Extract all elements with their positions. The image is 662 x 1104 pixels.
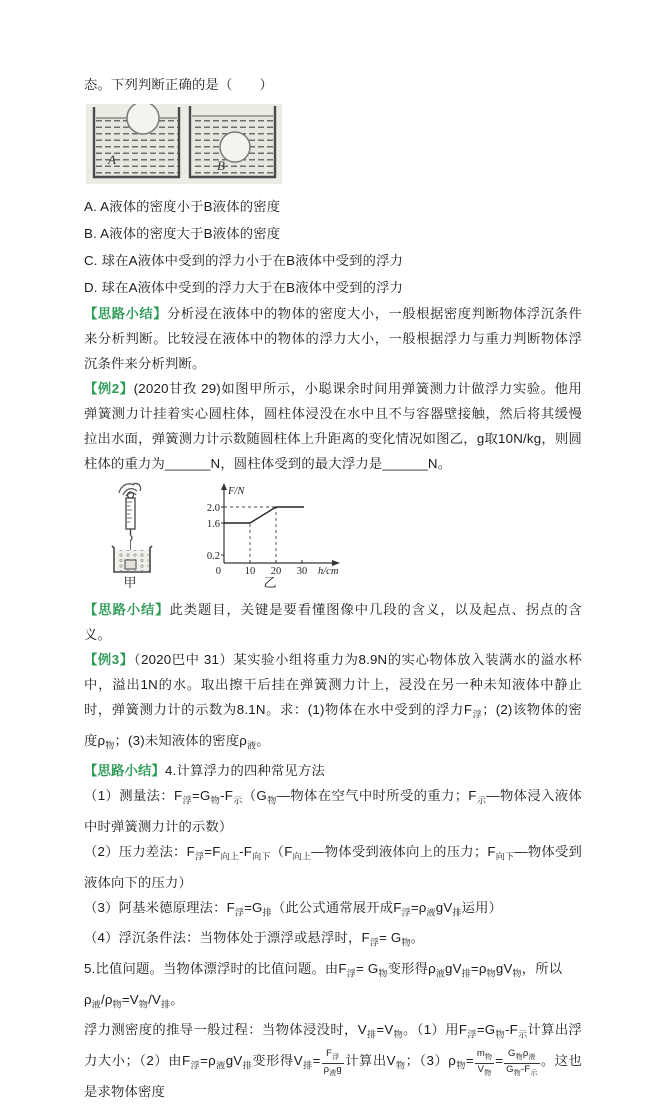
summary3-heading: [84, 758, 582, 783]
y-tick-2.0: 2.0: [206, 503, 220, 514]
beaker-figure-svg: [86, 104, 282, 184]
figure-caption-jia: 甲: [123, 575, 137, 590]
label-b: B: [217, 158, 225, 173]
document-page: [84, 72, 582, 1104]
method-1: （1）测量法：$F_浮=G_物-F_示(G_物—$物体在空气中时所受的重力；$F_示—$物体浸入液体中时弹簧测力计的示数）: [84, 788, 583, 834]
y-axis-arrow: [221, 483, 227, 490]
y-axis-label: F/N: [228, 486, 245, 497]
ratio-problem-line2: $\rho_液/\rho_物=V_物/V_排$。: [84, 991, 184, 1010]
option-c: C. 球在A液体中受到的浮力小于在B液体中受到的浮力: [84, 253, 404, 268]
x-tick-10: 10: [244, 566, 256, 575]
x-axis-label: h/cm: [318, 566, 339, 575]
example2-paragraph: [84, 376, 582, 476]
label-a: A: [108, 152, 116, 167]
x-tick-20: 20: [270, 566, 282, 575]
hook-icon: [131, 535, 133, 541]
example3-text: （2020巴中 31）某实验小组将重力为8.9N的实心物体放入装满水的溢水杯中，溢出1N的水。取出擦干后挂在弹簧测力计上，浸没在另一种未知液体中静止时，弹簧测力计的示数为8.1N。求：(1)物体在水中受到的浮力$F_浮$；(2)该物体的密度$\rho_物$；(3)未知液体的密度$\rho_液$。: [84, 652, 582, 751]
force-distance-graph-svg: [194, 481, 346, 575]
derivation-paragraph: 浮力测密度的推导一般过程：当物体浸没时，$V_排=V_物$。（1）用$F_浮=G_物-F_示$计算出浮力大小；（2）由$F_浮=\rho_液gV_排$变形得$V_排=$ $\frac{F_浮}{\rho_液g}$ 计算出$V_物$；$(3)\rho_物=$ $\frac{m_物}{V_物}$ = $\frac{G_物\rho_液}{G_物-F_示}$ 。这也是求物体密度: [84, 1022, 583, 1099]
beaker-comparison-figure: [86, 104, 282, 184]
graph-block: [194, 481, 346, 591]
y-tick-1.6: 1.6: [206, 519, 220, 530]
origin-label: 0: [215, 566, 221, 575]
method-3: （3）阿基米德原理法：$F_浮=G_排$（此公式通常展开成$F_浮=\rho_液gV_排$运用）: [84, 899, 503, 918]
experiment-figures: [90, 481, 582, 591]
option-b: B. A液体的密度大于B液体的密度: [84, 226, 281, 241]
summary2-tag: 【思路小结】: [84, 602, 170, 617]
summary2-paragraph: [84, 597, 582, 647]
example2-text: (2020甘孜 29)如图甲所示，小聪课余时间用弹簧测力计做浮力实验。他用弹簧测力计挂着实心圆柱体，圆柱体浸没在水中且不与容器壁接触，然后将其缓慢拉出水面，弹簧测力计示数随圆柱体上升距离的变化情况如图乙，g取10N/kg，则圆柱体的重力为______N，圆柱体受到的最大浮力是______N。: [84, 381, 582, 471]
submerged-block: [125, 560, 136, 569]
water-beaker-icon: [112, 546, 152, 572]
y-tick-0.2: 0.2: [206, 551, 220, 562]
beaker-b: [190, 106, 275, 177]
apparatus-block: [90, 481, 170, 591]
intro-line: 态。下列判断正确的是（ ）: [84, 77, 273, 92]
example2-tag: 【例2】: [84, 381, 134, 396]
spring-scale-figure-svg: [90, 481, 170, 575]
example3-paragraph: [84, 647, 582, 758]
option-d: D. 球在A液体中受到的浮力大于在B液体中受到的浮力: [84, 280, 404, 295]
option-a: A. A液体的密度小于B液体的密度: [84, 199, 281, 214]
summary1-text: 分析浸在液体中的物体的密度大小，一般根据密度判断物体浮沉条件来分析判断。比较浸在液体中的物体的浮力大小，一般根据浮力与重力判断物体浮沉条件来分析判断。: [84, 306, 583, 371]
summary2-text: 此类题目，关键是要看懂图像中几段的含义，以及起点、拐点的含义。: [84, 602, 582, 642]
figure-caption-yi: 乙: [263, 575, 277, 590]
hand-icon: [119, 483, 141, 496]
summary3-tag: 【思路小结】: [84, 763, 165, 779]
ratio-problem-line1: 5.比值问题。当物体漂浮时的比值问题。由$F_浮= G_物$变形得$\rho_液gV_排=\rho_物gV_物$，所以: [84, 960, 563, 979]
method-2: （2）压力差法：$F_浮=F_{向上}-F_{向下}(F_{向上}—$物体受到液体向上的压力；$F_{向下}—$物体受到液体向下的压力）: [84, 843, 583, 890]
summary3-heading-text: 4.计算浮力的四种常见方法: [164, 763, 325, 779]
summary1-tag: 【思路小结】: [84, 306, 168, 321]
x-tick-30: 30: [296, 566, 308, 575]
summary1-paragraph: [84, 301, 582, 376]
example3-tag: 【例3】: [84, 652, 134, 667]
options-list: [84, 193, 582, 301]
dashed-guides: [224, 507, 276, 563]
data-line: [224, 507, 304, 523]
method-4: （4）浮沉条件法：当物体处于漂浮或悬浮时，$F_浮= G_物$。: [84, 930, 425, 948]
floating-ball-a: [127, 104, 159, 134]
spring-scale-icon: [126, 492, 135, 541]
